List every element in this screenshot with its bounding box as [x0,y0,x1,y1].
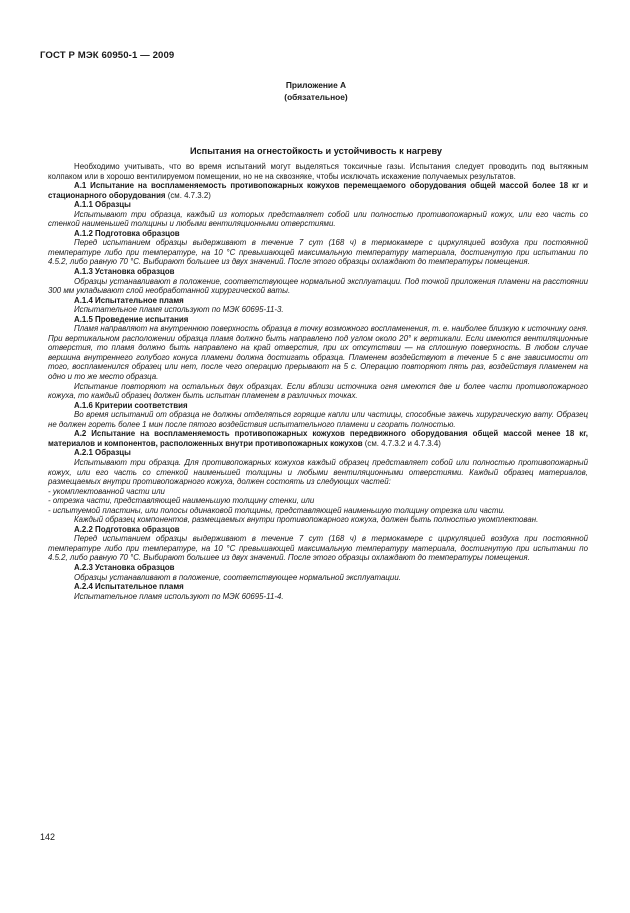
a1-5-title: А.1.5 Проведение испытания [74,314,189,324]
a1-heading-ref: (см. 4.7.3.2) [165,190,211,200]
a1-5-text-2: Испытание повторяют на остальных двух образцах. Если вблизи источника огня имеются две и более части противопожарного кожуха, то каждый образец должен быть испытан пламенем в различных точках. [48,381,588,401]
a2-1-text: Испытывают три образца. Для противопожарных кожухов каждый образец представляет собой или полностью противопожарный кожух, или его часть со стенкой наименьшей толщины и любыми вентиляционными отверстиями. Каждый образец материалов, размещаемых внутри противопожарного кожуха, должен состоять из следующих частей: [48,457,588,487]
a1-1-title: А.1.1 Образцы [74,200,131,210]
a1-3-text: Образцы устанавливают в положение, соответствующее нормальной эксплуатации. Под точкой приложения пламени на расстоянии 300 мм укладывают слой необработанной хирургической ваты. [48,276,588,296]
a2-heading-ref: (см. 4.7.3.2 и 4.7.3.4) [362,438,441,448]
a2-3-title: А.2.3 Установка образцов [74,562,175,572]
a2-3-text: Образцы устанавливают в положение, соответствующее нормальной эксплуатации. [74,572,401,582]
document-code: ГОСТ Р МЭК 60950-1 — 2009 [40,50,175,61]
section-title: Испытания на огнестойкость и устойчивость к нагреву [189,146,443,156]
a2-2-text: Перед испытанием образцы выдерживают в течение 7 сут (168 ч) в термокамере с циркуляцией воздуха при постоянной температуре либо при температуре, на 10 °С превышающей максимальную температуру материала, достигнутую при испытании по 4.5.2, либо равную 70 °С. Выбирают большее из двух значений. После этого образцы охлаждают до температуры помещения. [48,534,588,563]
a2-4-title: А.2.4 Испытательное пламя [74,582,184,592]
a1-heading [48,181,588,200]
a1-6-title: А.1.6 Критерии соответствия [74,400,188,410]
appendix-status: (обязательное) [284,92,348,102]
intro-paragraph: Необходимо учитывать, что во время испытаний могут выделяться токсичные газы. Испытания следует проводить под вытяжным колпаком или в хорошо вентилируемом помещении, но не на сквозняке, чтобы исключать искажение получаемых результатов. [48,162,588,181]
a2-1-list-item: - отрезка части, представляющей наименьшую толщину стенки, или [48,496,315,506]
a2-1-list-item: - укомплектованной части или [48,486,165,496]
a1-1-text: Испытывают три образца, каждый из которых представляет собой или полностью противопожарный кожух, или его часть со стенкой наименьшей толщины и любыми вентиляционными отверстиями. [48,209,588,229]
a1-3-title: А.1.3 Установка образцов [74,267,175,277]
a1-4-text: Испытательное пламя используют по МЭК 60695-11-3. [74,305,284,315]
a2-1-list-item: - испытуемой пластины, или полосы одинаковой толщины, представляющей наименьшую толщину отрезка или части. [48,505,506,515]
a1-4-title: А.1.4 Испытательное пламя [74,295,184,305]
a1-2-text: Перед испытанием образцы выдерживают в течение 7 сут (168 ч) в термокамере с циркуляцией воздуха при постоянной температуре либо при температуре, на 10 °С превышающей максимальную температуру материала, достигнутую при испытании по 4.5.2, либо равную 70 °С. Выбирают большее из двух значений. После этого образцы охлаждают до температуры помещения. [48,238,588,267]
a2-2-title: А.2.2 Подготовка образцов [74,524,180,534]
page-number: 142 [40,832,56,842]
a2-4-text: Испытательное пламя используют по МЭК 60695-11-4. [74,591,284,601]
a2-heading [48,429,588,448]
a1-5-text-1: Пламя направляют на внутреннюю поверхность образца в точку возможного воспламенения, т. е. наиболее близкую к источнику огня. При вертикальном расположении образца пламя должно быть направлено под углом около 20° к вертикали. Если имеются вентиляционные отверстия, то пламя должно быть направлено на край отверстия, при их отсутствии — на сплошную поверхность. В любом случае вершина внутреннего голубого конуса пламени должна достигать образца. Пламенем воздействуют в течение 5 с вне зависимости от того, воспламенился образец или нет, после чего операцию прерывают на 5 с. Операцию повторяют пять раз, воздействуя пламенем на одно и то же место образца. [48,324,588,382]
a1-heading-text: А.1 Испытание на воспламеняемость противопожарных кожухов перемещаемого оборудования общей массой более 18 кг и стационарного оборудования [48,181,588,200]
a1-2-title: А.1.2 Подготовка образцов [74,228,180,238]
a2-1-text-2: Каждый образец компонентов, размещаемых внутри противопожарного кожуха, должен быть полностью укомплектован. [74,515,539,525]
document-body [48,162,588,601]
appendix-title: Приложение А [285,80,347,90]
a2-heading-text: А.2 Испытание на воспламеняемость противопожарных кожухов передвижного оборудования общей массой менее 18 кг, материалов и компонентов, расположенных внутри противопожарных кожухов [48,429,588,448]
a2-1-title: А.2.1 Образцы [74,448,131,458]
a1-6-text: Во время испытаний от образца не должны отделяться горящие капли или частицы, способные зажечь хирургическую вату. Образец не должен гореть более 1 мин после пятого воздействия испытательного пламени и сгорать полностью. [48,410,588,429]
